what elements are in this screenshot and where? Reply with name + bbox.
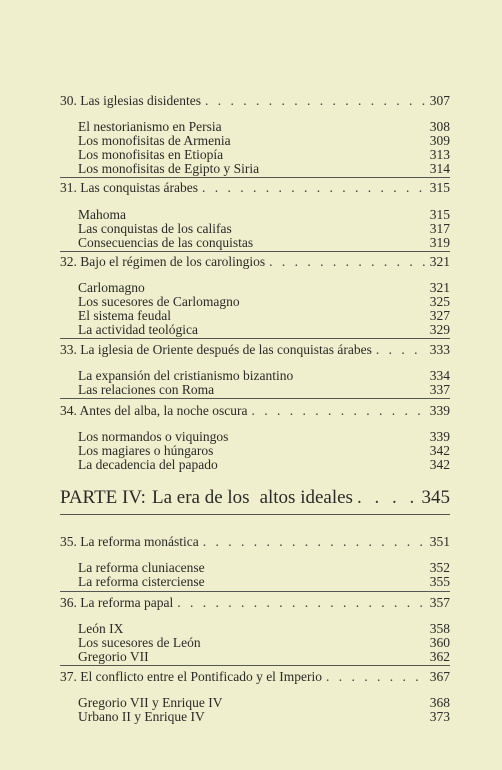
section-title: Los sucesores de Carlomagno bbox=[78, 294, 240, 309]
section-entry bbox=[78, 120, 450, 134]
leader-dots bbox=[177, 595, 426, 611]
section-page: 308 bbox=[429, 119, 450, 134]
section-page: 368 bbox=[429, 695, 450, 710]
leader-dots bbox=[202, 180, 426, 196]
part-title-b: altos ideales bbox=[259, 487, 353, 508]
chapter-title: 30. Las iglesias disidentes bbox=[60, 93, 201, 108]
divider bbox=[60, 398, 450, 399]
section-title: Las relaciones con Roma bbox=[78, 382, 215, 397]
section-title: Mahoma bbox=[78, 207, 126, 222]
section-title: Los sucesores de León bbox=[78, 635, 201, 650]
section-title: Gregorio VII bbox=[78, 649, 149, 664]
section-entry bbox=[78, 208, 450, 222]
section-title: La expansión del cristianismo bizantino bbox=[78, 368, 294, 383]
section-page: 313 bbox=[429, 147, 450, 162]
chapter-page: 351 bbox=[429, 534, 450, 549]
section-page: 362 bbox=[429, 649, 450, 664]
section-page: 373 bbox=[429, 709, 450, 724]
section-page: 334 bbox=[429, 368, 450, 383]
section-entry bbox=[78, 710, 450, 724]
section-title: Consecuencias de las conquistas bbox=[78, 235, 254, 250]
chapter-title: 34. Antes del alba, la noche oscura bbox=[60, 403, 248, 418]
divider bbox=[60, 338, 450, 339]
chapter-35 bbox=[60, 534, 450, 550]
chapter-title: 36. La reforma papal bbox=[60, 595, 174, 610]
section-title: Los magiares o húngaros bbox=[78, 443, 214, 458]
section-page: 321 bbox=[429, 280, 450, 295]
part-heading bbox=[60, 487, 450, 509]
section-entry bbox=[78, 222, 450, 236]
chapter-36 bbox=[60, 595, 450, 611]
section-title: Los monofisitas en Etiopía bbox=[78, 147, 224, 162]
section-title: Las conquistas de los califas bbox=[78, 221, 232, 236]
section-title: Los monofisitas de Egipto y Siria bbox=[78, 161, 260, 176]
divider bbox=[60, 665, 450, 666]
chapter-page: 367 bbox=[429, 669, 450, 684]
section-page: 360 bbox=[429, 635, 450, 650]
section-page: 314 bbox=[429, 161, 450, 176]
section-page: 355 bbox=[429, 574, 450, 589]
chapter-title: 33. La iglesia de Oriente después de las conquistas árabes bbox=[60, 342, 372, 357]
chapter-34 bbox=[60, 403, 450, 419]
part-title-a: La era de los bbox=[151, 487, 250, 508]
chapter-title: 35. La reforma monástica bbox=[60, 534, 199, 549]
divider bbox=[60, 251, 450, 252]
chapter-32 bbox=[60, 254, 450, 270]
section-page: 317 bbox=[429, 221, 450, 236]
leader-dots bbox=[357, 487, 418, 509]
chapter-page: 333 bbox=[429, 342, 450, 357]
section-page: 319 bbox=[429, 235, 450, 250]
leader-dots bbox=[269, 254, 426, 270]
section-entry bbox=[78, 444, 450, 458]
section-title: El nestorianismo en Persia bbox=[78, 119, 222, 134]
section-entry bbox=[78, 561, 450, 575]
leader-dots bbox=[376, 342, 426, 358]
section-entry bbox=[78, 236, 450, 250]
section-title: León IX bbox=[78, 621, 124, 636]
chapter-33 bbox=[60, 342, 450, 358]
chapter-page: 321 bbox=[429, 254, 450, 269]
leader-dots bbox=[251, 403, 425, 419]
section-entry bbox=[78, 295, 450, 309]
section-entry bbox=[78, 148, 450, 162]
leader-dots bbox=[326, 669, 426, 685]
section-entry bbox=[78, 575, 450, 589]
chapter-page: 307 bbox=[429, 93, 450, 108]
section-page: 315 bbox=[429, 207, 450, 222]
section-page: 325 bbox=[429, 294, 450, 309]
section-entry bbox=[78, 309, 450, 323]
divider bbox=[60, 591, 450, 592]
chapter-title: 32. Bajo el régimen de los carolingios bbox=[60, 254, 266, 269]
section-entry bbox=[78, 636, 450, 650]
section-title: Los normandos o viquingos bbox=[78, 429, 229, 444]
section-title: La reforma cluniacense bbox=[78, 560, 205, 575]
section-entry bbox=[78, 323, 450, 337]
section-page: 309 bbox=[429, 133, 450, 148]
chapter-page: 315 bbox=[429, 180, 450, 195]
section-title: Carlomagno bbox=[78, 280, 145, 295]
section-page: 339 bbox=[429, 429, 450, 444]
part-page: 345 bbox=[421, 487, 450, 508]
section-entry bbox=[78, 369, 450, 383]
part-label: PARTE IV: bbox=[60, 487, 146, 508]
section-entry bbox=[78, 622, 450, 636]
section-title: La decadencia del papado bbox=[78, 457, 218, 472]
section-entry bbox=[78, 650, 450, 664]
section-page: 337 bbox=[429, 382, 450, 397]
divider bbox=[60, 177, 450, 178]
leader-dots bbox=[205, 93, 426, 109]
section-entry bbox=[78, 696, 450, 710]
section-entry bbox=[78, 281, 450, 295]
chapter-31 bbox=[60, 180, 450, 196]
section-entry bbox=[78, 383, 450, 397]
leader-dots bbox=[203, 534, 426, 550]
chapter-page: 357 bbox=[429, 595, 450, 610]
section-page: 342 bbox=[429, 457, 450, 472]
section-page: 327 bbox=[429, 308, 450, 323]
section-title: Los monofisitas de Armenia bbox=[78, 133, 231, 148]
section-page: 329 bbox=[429, 322, 450, 337]
section-entry bbox=[78, 162, 450, 176]
section-title: El sistema feudal bbox=[78, 308, 171, 323]
section-title: La actividad teológica bbox=[78, 322, 198, 337]
section-title: Urbano II y Enrique IV bbox=[78, 709, 205, 724]
part-divider bbox=[60, 514, 450, 515]
section-entry bbox=[78, 134, 450, 148]
section-title: Gregorio VII y Enrique IV bbox=[78, 695, 223, 710]
section-title: La reforma cisterciense bbox=[78, 574, 205, 589]
section-entry bbox=[78, 430, 450, 444]
chapter-title: 37. El conflicto entre el Pontificado y el Imperio bbox=[60, 669, 323, 684]
section-page: 352 bbox=[429, 560, 450, 575]
chapter-37 bbox=[60, 669, 450, 685]
chapter-30 bbox=[60, 93, 450, 109]
chapter-title: 31. Las conquistas árabes bbox=[60, 180, 198, 195]
section-entry bbox=[78, 458, 450, 472]
section-page: 342 bbox=[429, 443, 450, 458]
chapter-page: 339 bbox=[429, 403, 450, 418]
section-page: 358 bbox=[429, 621, 450, 636]
